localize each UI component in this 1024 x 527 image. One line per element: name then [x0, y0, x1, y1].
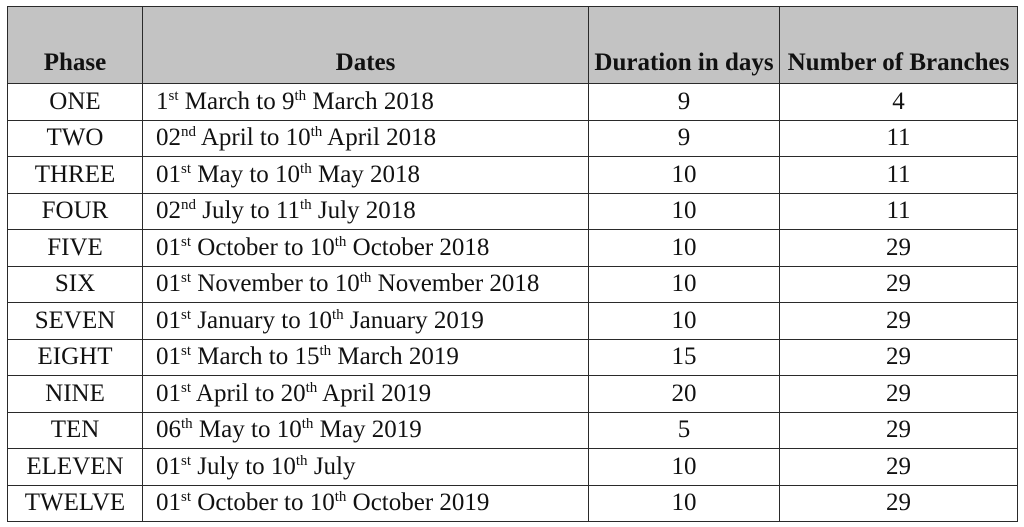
dates-middle: April to 10 — [196, 124, 311, 152]
dates-cell — [143, 120, 589, 157]
start-day-suffix: st — [181, 270, 192, 287]
start-day-suffix: st — [181, 452, 192, 469]
start-day: 01 — [156, 379, 181, 407]
start-day-suffix: nd — [181, 197, 196, 214]
dates-end: May 2019 — [313, 416, 422, 444]
start-day-suffix: st — [181, 160, 192, 177]
phase-cell: FIVE — [8, 230, 143, 267]
table-body — [8, 84, 1018, 522]
phase-cell: ELEVEN — [8, 449, 143, 486]
duration-cell: 9 — [589, 120, 780, 157]
dates-middle: March to 15 — [191, 343, 320, 371]
dates-middle: October to 10 — [191, 233, 335, 261]
dates-middle: May to 10 — [192, 416, 302, 444]
phase-cell: TWO — [8, 120, 143, 157]
header-duration: Duration in days — [589, 7, 780, 84]
header-row — [8, 7, 1018, 84]
dates-middle: July to 11 — [196, 197, 300, 225]
end-day-suffix: th — [334, 233, 347, 250]
start-day: 1 — [156, 87, 169, 115]
dates-middle: May to 10 — [191, 160, 301, 188]
dates-cell — [143, 485, 589, 522]
dates-end: March 2018 — [306, 87, 434, 115]
start-day-suffix: st — [168, 87, 179, 104]
dates-middle: November to 10 — [191, 270, 360, 298]
start-day: 01 — [156, 343, 181, 371]
duration-cell: 10 — [589, 230, 780, 267]
dates-end: March 2019 — [331, 343, 459, 371]
phase-cell: SIX — [8, 266, 143, 303]
duration-cell: 10 — [589, 449, 780, 486]
phase-cell: TEN — [8, 412, 143, 449]
table-row — [8, 339, 1018, 376]
header-branches: Number of Branches — [780, 7, 1018, 84]
branches-cell: 29 — [780, 412, 1018, 449]
dates-cell — [143, 376, 589, 413]
branches-cell: 29 — [780, 339, 1018, 376]
end-day-suffix: th — [301, 416, 314, 433]
dates-cell — [143, 193, 589, 230]
start-day-suffix: st — [181, 489, 192, 506]
branches-cell: 29 — [780, 230, 1018, 267]
start-day: 01 — [156, 160, 181, 188]
branches-cell: 11 — [780, 193, 1018, 230]
start-day: 01 — [156, 452, 181, 480]
duration-cell: 10 — [589, 266, 780, 303]
duration-cell: 15 — [589, 339, 780, 376]
duration-cell: 9 — [589, 84, 780, 121]
end-day-suffix: th — [300, 160, 312, 177]
dates-middle: July to 10 — [191, 452, 296, 480]
end-day-suffix: th — [299, 197, 312, 214]
phases-table — [7, 6, 1018, 522]
phase-cell: SEVEN — [8, 303, 143, 340]
start-day-suffix: nd — [181, 124, 196, 141]
table-row — [8, 266, 1018, 303]
header-phase: Phase — [8, 7, 143, 84]
phase-cell: TWELVE — [8, 485, 143, 522]
table-row — [8, 412, 1018, 449]
dates-end: May 2018 — [311, 160, 421, 188]
phase-cell: FOUR — [8, 193, 143, 230]
dates-cell — [143, 157, 589, 194]
dates-end: January 2019 — [343, 306, 484, 334]
duration-cell: 20 — [589, 376, 780, 413]
duration-cell: 10 — [589, 157, 780, 194]
dates-cell — [143, 303, 589, 340]
duration-cell: 10 — [589, 193, 780, 230]
table-row — [8, 84, 1018, 121]
dates-middle: March to 9 — [178, 87, 295, 115]
dates-cell — [143, 339, 589, 376]
dates-end: November 2018 — [371, 270, 540, 298]
dates-cell — [143, 412, 589, 449]
table-row — [8, 120, 1018, 157]
table-row — [8, 485, 1018, 522]
table-row — [8, 303, 1018, 340]
phase-cell: THREE — [8, 157, 143, 194]
phase-cell: NINE — [8, 376, 143, 413]
dates-middle: January to 10 — [191, 306, 332, 334]
table-header — [8, 7, 1018, 84]
branches-cell: 29 — [780, 303, 1018, 340]
dates-middle: October to 10 — [191, 489, 335, 517]
end-day-suffix: th — [331, 306, 344, 323]
start-day-suffix: th — [181, 416, 193, 433]
branches-cell: 11 — [780, 157, 1018, 194]
table-row — [8, 449, 1018, 486]
start-day: 01 — [156, 306, 181, 334]
duration-cell: 10 — [589, 485, 780, 522]
branches-cell: 29 — [780, 376, 1018, 413]
end-day-suffix: th — [310, 124, 323, 141]
dates-end: July 2018 — [311, 197, 416, 225]
duration-cell: 10 — [589, 303, 780, 340]
branches-cell: 29 — [780, 266, 1018, 303]
start-day: 01 — [156, 270, 181, 298]
table-row — [8, 193, 1018, 230]
end-day-suffix: th — [359, 270, 372, 287]
dates-cell — [143, 266, 589, 303]
start-day-suffix: st — [181, 343, 192, 360]
branches-cell: 11 — [780, 120, 1018, 157]
phase-cell: ONE — [8, 84, 143, 121]
phase-cell: EIGHT — [8, 339, 143, 376]
dates-end: October 2018 — [346, 233, 490, 261]
end-day-suffix: th — [319, 343, 332, 360]
dates-middle: April to 20 — [191, 379, 306, 407]
start-day: 02 — [156, 197, 181, 225]
start-day-suffix: st — [181, 306, 192, 323]
end-day-suffix: th — [295, 452, 308, 469]
dates-end: July — [307, 452, 356, 480]
table-row — [8, 230, 1018, 267]
dates-end: October 2019 — [346, 489, 490, 517]
dates-cell — [143, 449, 589, 486]
start-day: 01 — [156, 489, 181, 517]
start-day: 06 — [156, 416, 181, 444]
table-row — [8, 157, 1018, 194]
start-day-suffix: st — [181, 379, 192, 396]
table-row — [8, 376, 1018, 413]
branches-cell: 4 — [780, 84, 1018, 121]
start-day: 02 — [156, 124, 181, 152]
end-day-suffix: th — [305, 379, 318, 396]
end-day-suffix: th — [334, 489, 347, 506]
branches-cell: 29 — [780, 449, 1018, 486]
branches-cell: 29 — [780, 485, 1018, 522]
dates-end: April 2018 — [322, 124, 437, 152]
dates-end: April 2019 — [317, 379, 432, 407]
start-day: 01 — [156, 233, 181, 261]
end-day-suffix: th — [294, 87, 307, 104]
dates-cell — [143, 84, 589, 121]
duration-cell: 5 — [589, 412, 780, 449]
start-day-suffix: st — [181, 233, 192, 250]
dates-cell — [143, 230, 589, 267]
header-dates: Dates — [143, 7, 589, 84]
